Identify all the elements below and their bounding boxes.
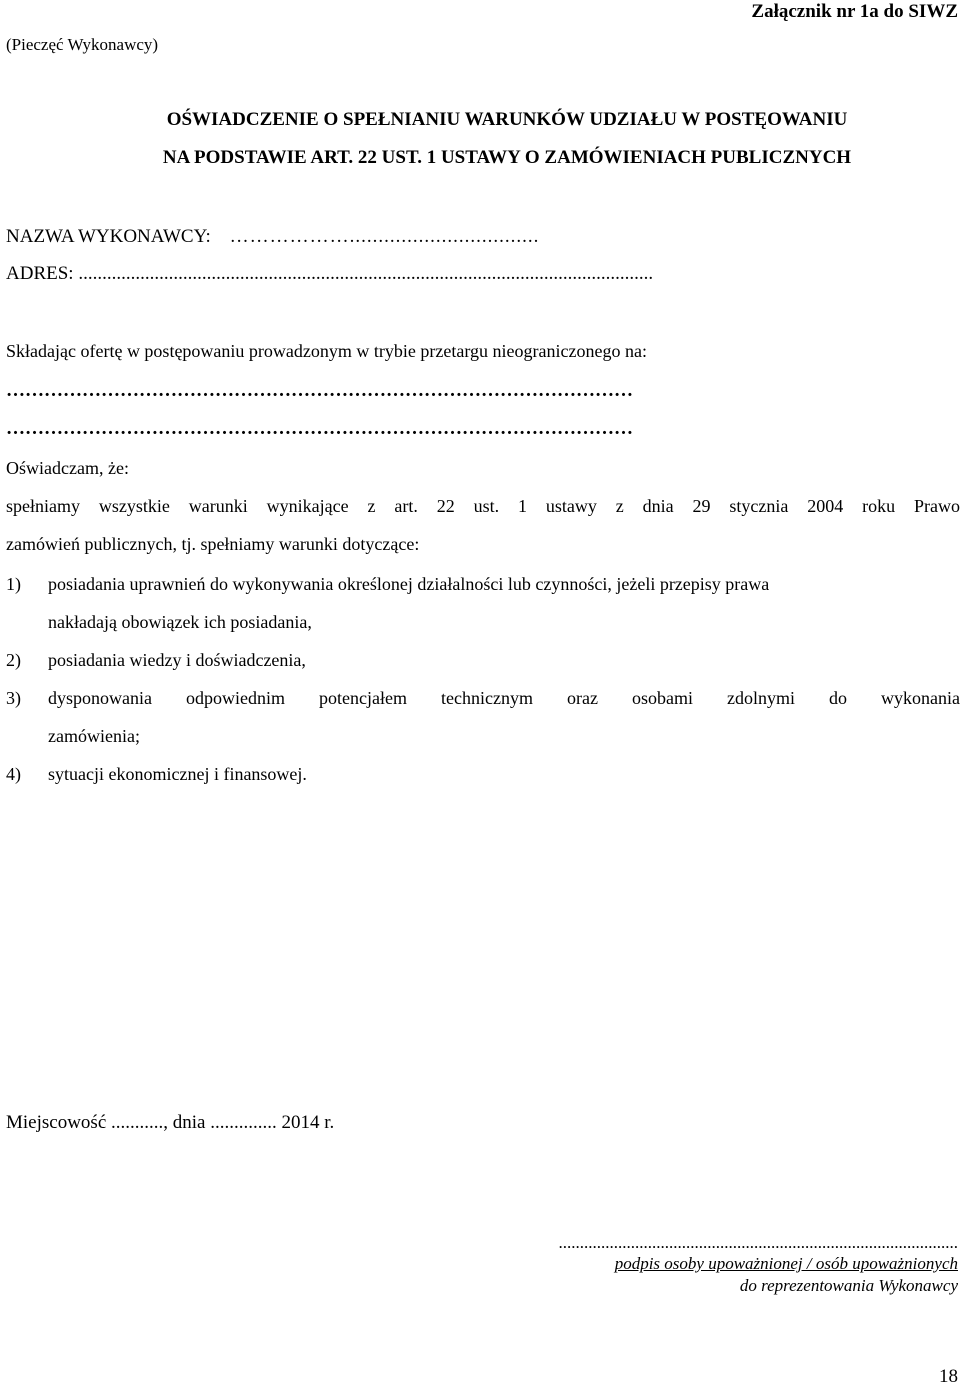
contractor-name-label: NAZWA WYKONAWCY: <box>6 226 211 247</box>
list-item-text-line1: posiadania uprawnień do wykonywania określonej działalności lub czynności, jeżeli przepisy prawa <box>48 574 770 594</box>
declaration-intro: Oświadczam, że: <box>6 458 129 478</box>
list-item-number: 1) <box>6 574 21 594</box>
contractor-stamp-label: (Pieczęć Wykonawcy) <box>6 35 159 54</box>
contractor-address-label: ADRES: <box>6 263 74 284</box>
declaration-title-line1: OŚWIADCZENIE O SPEŁNIANIU WARUNKÓW UDZIAŁU W POSTĘOWANIU <box>166 109 848 130</box>
list-item-number: 2) <box>6 650 21 670</box>
attachment-label: Załącznik nr 1a do SIWZ <box>751 1 958 22</box>
page-number: 18 <box>939 1366 958 1387</box>
list-item-text-line2: zamówienia; <box>48 726 140 746</box>
offer-dots-line2: ……………………………………………………………………………………… <box>6 418 633 439</box>
contractor-address-field <box>6 263 946 285</box>
list-item-number: 4) <box>6 764 21 784</box>
signature-caption-line2: do reprezentowania Wykonawcy <box>739 1276 958 1295</box>
place-date-line: Miejscowość ..........., dnia .............. 2014 r. <box>6 1112 335 1133</box>
list-item-text-line2: nakładają obowiązek ich posiadania, <box>48 612 312 632</box>
offer-dots-line1: ……………………………………………………………………………………… <box>6 380 633 401</box>
offer-text: Składając ofertę w postępowaniu prowadzonym w trybie przetargu nieograniczonego na: <box>6 341 647 361</box>
declaration-paragraph-line1: spełniamy wszystkie warunki wynikające z art. 22 ust. 1 ustawy z dnia 29 stycznia 2004 roku Prawo <box>6 496 960 516</box>
contractor-name-field <box>6 226 539 248</box>
list-item-text-line1: dysponowania odpowiednim potencjałem technicznym oraz osobami zdolnymi do wykonania <box>48 688 960 708</box>
list-item-number: 3) <box>6 688 21 708</box>
signature-caption-line1: podpis osoby upoważnionej / osób upoważnionych <box>614 1254 958 1273</box>
signature-dots: .............................................................................................. <box>558 1233 958 1252</box>
declaration-title-line2: NA PODSTAWIE ART. 22 UST. 1 USTAWY O ZAMÓWIENIACH PUBLICZNYCH <box>162 147 852 168</box>
list-item-text-line1: posiadania wiedzy i doświadczenia, <box>48 650 306 670</box>
contractor-name-dots: ………………................................. <box>229 226 540 247</box>
contractor-address-dots: ......................................................................................................................... <box>78 263 654 284</box>
list-item-text-line1: sytuacji ekonomicznej i finansowej. <box>48 764 307 784</box>
declaration-paragraph-line2: zamówień publicznych, tj. spełniamy warunki dotyczące: <box>6 534 420 554</box>
